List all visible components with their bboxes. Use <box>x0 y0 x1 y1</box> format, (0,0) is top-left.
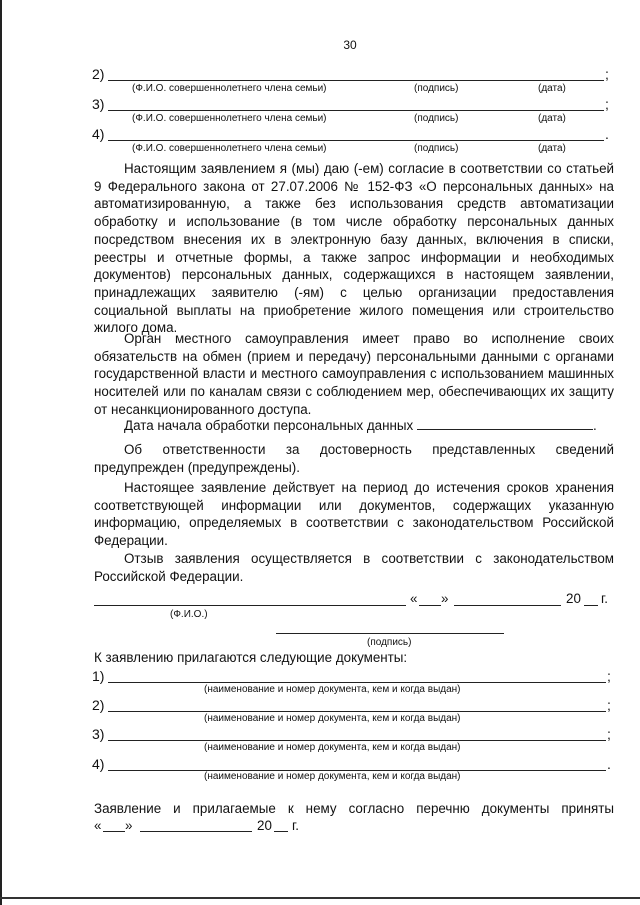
year-prefix: 20 <box>566 591 581 606</box>
responsibility-paragraph: Об ответственности за достоверность представленных сведений предупрежден (предупреждены). <box>94 442 614 475</box>
acceptance-text: Заявление и прилагаемые к нему согласно перечню документы приняты <box>94 801 614 816</box>
member-signature-line[interactable] <box>394 110 486 111</box>
acceptance-year-prefix: 20 <box>257 818 272 833</box>
attachment-row-3 <box>92 726 614 742</box>
attachment-row-1 <box>92 668 614 684</box>
acceptance-quote-open: « <box>94 818 102 833</box>
month-line[interactable] <box>454 605 561 606</box>
date-quote-open: « <box>410 591 418 606</box>
member-signature-caption: (подпись) <box>414 143 459 154</box>
withdrawal-paragraph: Отзыв заявления осуществляется в соответствии с законодательством Российской Федерации. <box>94 551 614 584</box>
row-end-mark: . <box>607 756 611 772</box>
start-date-row <box>94 417 614 435</box>
attachment-line[interactable] <box>108 682 606 683</box>
member-signature-line[interactable] <box>394 80 486 81</box>
member-name-caption: (Ф.И.О. совершеннолетнего члена семьи) <box>132 143 327 154</box>
member-name-line[interactable] <box>108 80 394 81</box>
member-date-line[interactable] <box>486 140 604 141</box>
attachment-row-2 <box>92 697 614 713</box>
row-number: 3) <box>92 96 105 112</box>
acceptance-year-suffix: г. <box>292 818 299 833</box>
date-quote-close: » <box>441 591 449 606</box>
day-line[interactable] <box>419 605 441 606</box>
member-date-line[interactable] <box>486 110 604 111</box>
start-date-label: Дата начала обработки персональных данных <box>124 418 414 433</box>
member-signature-caption: (подпись) <box>414 83 459 94</box>
attachment-caption: (наименование и номер документа, кем и когда выдан) <box>204 742 461 753</box>
attachment-line[interactable] <box>108 740 606 741</box>
row-end-mark: ; <box>605 96 609 112</box>
member-name-line[interactable] <box>108 140 394 141</box>
attachment-line[interactable] <box>108 711 606 712</box>
scan-border-left <box>0 0 2 905</box>
member-date-caption: (дата) <box>538 113 566 124</box>
start-date-line[interactable] <box>417 417 593 430</box>
member-date-caption: (дата) <box>538 83 566 94</box>
member-signature-caption: (подпись) <box>414 113 459 124</box>
applicant-name-line[interactable] <box>94 605 406 606</box>
consent-paragraph: Настоящим заявлением я (мы) даю (-ем) согласие в соответствии со статьей 9 Федерального закона от 27.07.2006 № 152-ФЗ «О персональных данных» на автоматизированную, а также без использования средств автоматизации обработку и использование (в том числе обработку персональных данных посредством внесения их в электронную базу данных, включения в списки, реестры и отчетные формы, а также запрос информации и необходимых документов) персональных данных, содержащихся в настоящем заявлении, принадлежащих заявителю (-ям) с целью организации предоставления социальной выплаты на приобретение жилого помещения или строительство жилого дома. <box>94 161 614 336</box>
row-number: 1) <box>92 668 105 684</box>
attachment-caption: (наименование и номер документа, кем и когда выдан) <box>204 713 461 724</box>
member-name-line[interactable] <box>108 110 394 111</box>
row-end-mark: ; <box>607 726 611 742</box>
acceptance-day-line[interactable] <box>103 831 125 832</box>
row-end-mark: ; <box>607 697 611 713</box>
attachment-row-4 <box>92 756 614 772</box>
year-suffix: г. <box>601 591 608 606</box>
member-date-caption: (дата) <box>538 143 566 154</box>
acceptance-year-line[interactable] <box>274 831 288 832</box>
acceptance-month-line[interactable] <box>140 831 252 832</box>
scan-border-bottom <box>0 897 640 899</box>
row-number: 2) <box>92 697 105 713</box>
row-number: 4) <box>92 756 105 772</box>
signature-caption: (подпись) <box>367 637 412 648</box>
fio-caption: (Ф.И.О.) <box>170 609 208 620</box>
start-date-end-mark: . <box>592 418 597 433</box>
member-date-line[interactable] <box>486 80 604 81</box>
authority-paragraph: Орган местного самоуправления имеет право во исполнение своих обязательств на обмен (прием и передачу) персональными данными с органами государственной власти и местного самоуправления с использованием машинных носителей или по каналам связи с соблюдением мер, обеспечивающих их защиту от несанкционированного доступа. <box>94 331 614 417</box>
row-number: 4) <box>92 126 105 142</box>
member-name-caption: (Ф.И.О. совершеннолетнего члена семьи) <box>132 113 327 124</box>
validity-paragraph: Настоящее заявление действует на период до истечения сроков хранения соответствующей информации или документов, содержащих указанную информацию, определяемых в соответствии с законодательством Российской Федерации. <box>94 480 614 549</box>
year-line[interactable] <box>584 605 598 606</box>
attachment-caption: (наименование и номер документа, кем и когда выдан) <box>204 684 461 695</box>
applicant-signature-line[interactable] <box>276 633 504 634</box>
attachment-caption: (наименование и номер документа, кем и когда выдан) <box>204 771 461 782</box>
row-end-mark: ; <box>605 66 609 82</box>
row-end-mark: . <box>605 126 609 142</box>
row-number: 2) <box>92 66 105 82</box>
member-signature-line[interactable] <box>394 140 486 141</box>
attachments-heading: К заявлению прилагаются следующие документы: <box>94 650 408 665</box>
member-name-caption: (Ф.И.О. совершеннолетнего члена семьи) <box>132 83 327 94</box>
acceptance-quote-close: » <box>125 818 133 833</box>
page-number: 30 <box>343 38 357 52</box>
row-number: 3) <box>92 726 105 742</box>
row-end-mark: ; <box>607 668 611 684</box>
member-signature-row-4 <box>92 126 614 142</box>
member-signature-row-3 <box>92 96 614 112</box>
member-signature-row-2 <box>92 66 614 82</box>
